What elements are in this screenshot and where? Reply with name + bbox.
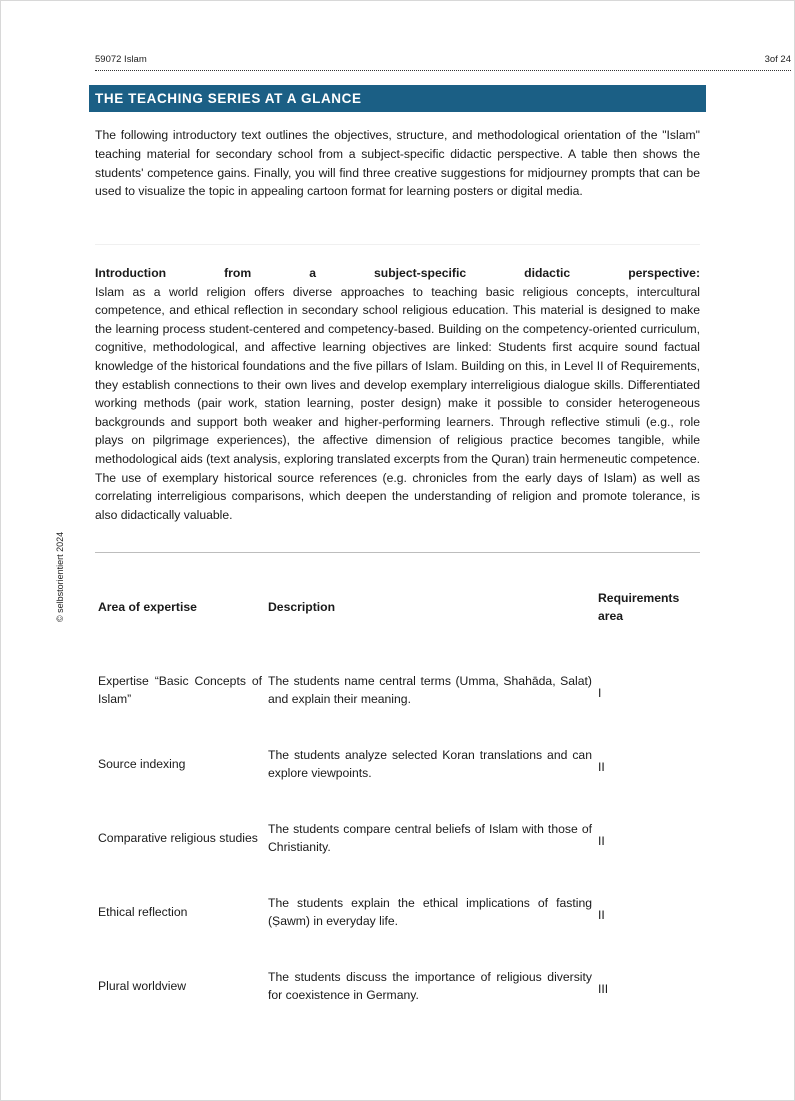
column-header-level: Requirements area	[598, 591, 680, 623]
cell-area: Plural worldview	[98, 979, 187, 993]
competence-table	[95, 585, 700, 1023]
cell-level: II	[598, 760, 605, 774]
header-document-title: 59072 Islam	[95, 54, 147, 65]
table-row	[95, 875, 700, 949]
didactic-body: Islam as a world religion offers diverse approaches to teaching basic religious concepts, intercultural competence, and ethical reflection in secondary school religious education. This material is designed to make the learning process student-centered and competency-based. Building on the competency-oriented curriculum, cognitive, methodological, and affective learning objectives are linked: Students first acquire sound factual knowledge of the historical foundations and the five pillars of Islam. Building on this, in Level II of Requirements, they establish connections to their own lives and develop exemplary interreligious dialogue skills. Differentiated working methods (pair work, station learning, poster design) make it possible to consider heterogeneous backgrounds and support both weaker and higher-performing learners. Through reflective stimuli (e.g., role plays on pilgrimage experiences), the affective dimension of religious practice becomes tangible, while methodological aids (text analysis, exploring translated excerpts from the Quran) train hermeneutic competence. The use of exemplary historical source references (e.g. chronicles from the early days of Islam) as well as correlating interreligious comparisons, which deepen the understanding of religion and promote tolerance, is also didactically valuable.	[95, 284, 700, 522]
running-header	[95, 54, 791, 71]
cell-area: Comparative religious studies	[98, 831, 258, 845]
didactic-introduction	[95, 264, 700, 524]
cell-level: III	[598, 982, 609, 996]
column-header-description: Description	[268, 600, 336, 614]
table-row	[95, 653, 700, 727]
cell-description: The students discuss the importance of religious diversity for coexistence in Germany.	[268, 970, 592, 1002]
cell-area: Ethical reflection	[98, 905, 188, 919]
copyright-notice: © selbstorientiert 2024	[55, 531, 65, 622]
section-banner: THE TEACHING SERIES AT A GLANCE	[89, 85, 706, 112]
divider	[95, 244, 700, 245]
cell-description: The students name central terms (Umma, Shahāda, Salat) and explain their meaning.	[268, 674, 592, 706]
cell-description: The students explain the ethical implications of fasting (Ṣawm) in everyday life.	[268, 896, 592, 928]
cell-area: Expertise “Basic Concepts of Islam”	[98, 674, 262, 706]
table-row	[95, 727, 700, 801]
cell-description: The students compare central beliefs of Islam with those of Christianity.	[268, 822, 592, 854]
table-row	[95, 949, 700, 1023]
intro-paragraph: The following introductory text outlines the objectives, structure, and methodological orientation of the "Islam" teaching material for secondary school from a subject-specific didactic perspective. A table then shows the students' competence gains. Finally, you will find three creative suggestions for midjourney prompts that can be used to visualize the topic in appealing cartoon format for learning posters or digital media.	[95, 128, 700, 199]
cell-level: II	[598, 908, 605, 922]
table-header-row	[95, 585, 700, 629]
cell-area: Source indexing	[98, 757, 186, 771]
table-row	[95, 801, 700, 875]
divider	[95, 552, 700, 553]
header-page-number: 3of 24	[764, 54, 791, 65]
cell-level: I	[598, 686, 602, 700]
cell-level: II	[598, 834, 605, 848]
cell-description: The students analyze selected Koran translations and can explore viewpoints.	[268, 748, 592, 780]
didactic-heading: Introduction from a subject-specific didactic perspective:	[95, 266, 700, 280]
table-spacer	[95, 629, 700, 653]
column-header-area: Area of expertise	[98, 600, 197, 614]
